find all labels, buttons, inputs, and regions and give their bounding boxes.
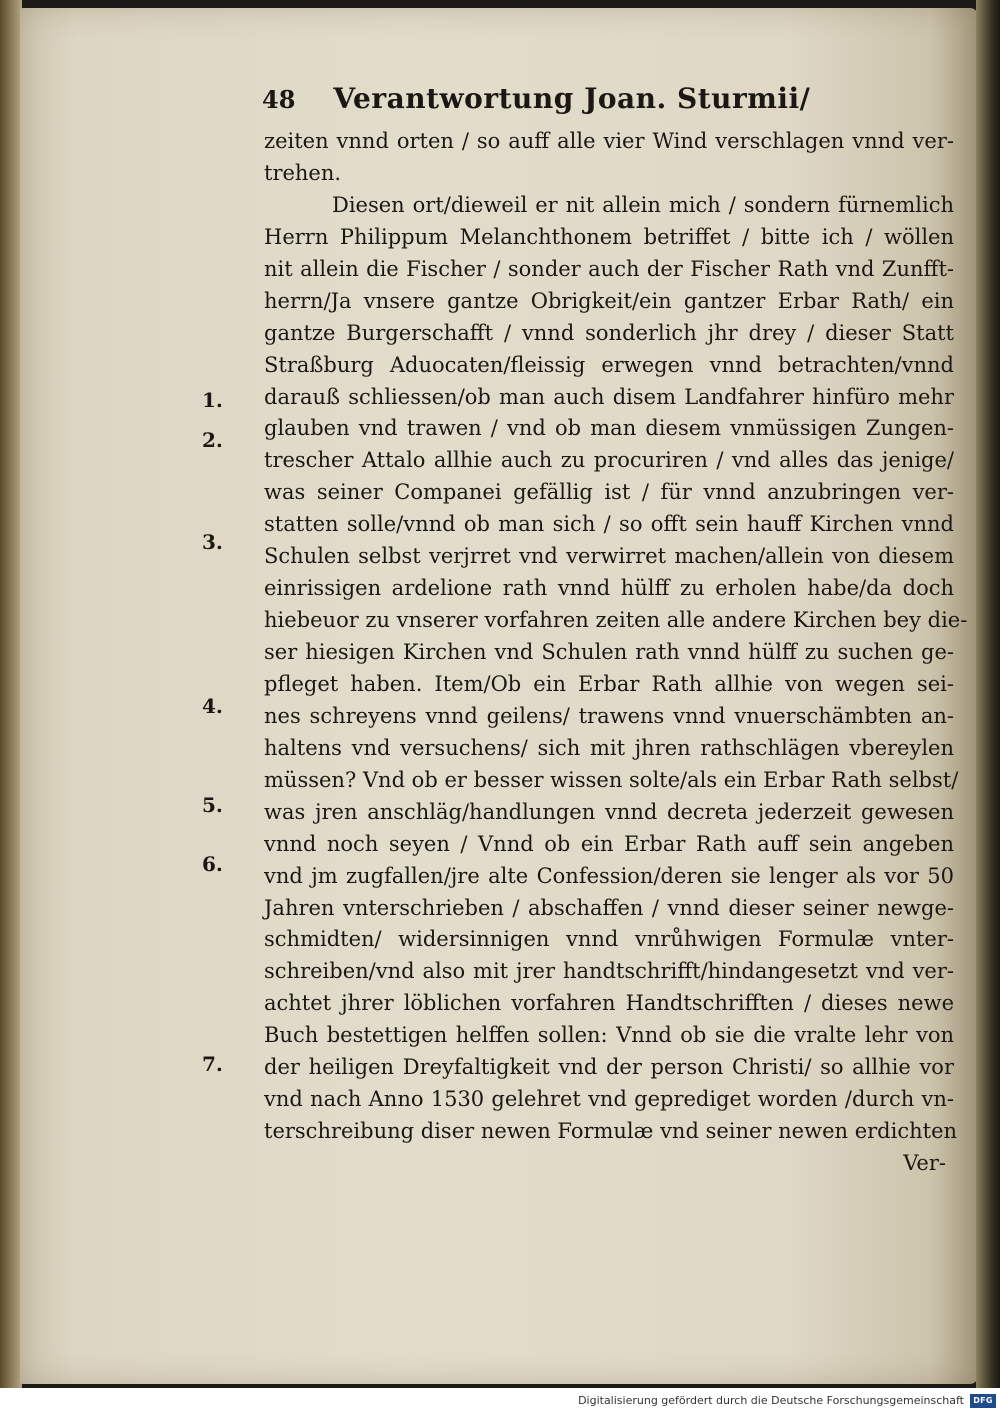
page-number: 48 — [262, 85, 296, 114]
text-line: nit allein die Fischer / sonder auch der Fischer Rath vnd Zunfft- — [264, 256, 954, 281]
dfg-logo-icon: DFG — [970, 1394, 996, 1408]
text-line: trehen. — [264, 160, 342, 185]
text-line: ser hiesigen Kirchen vnd Schulen rath vnnd hülff zu suchen ge- — [264, 640, 954, 664]
text-line: zeiten vnnd orten / so auff alle vier Wind verschlagen vnnd ver- — [264, 129, 954, 153]
margin-number: 5. — [202, 793, 223, 817]
margin-number: 7. — [202, 1052, 223, 1076]
text-line: gantze Burgerschafft / vnnd sonderlich jhr drey / dieser Statt — [264, 320, 954, 345]
text-line: einrissigen ardelione rath vnnd hülff zu erholen habe/da doch — [264, 576, 954, 601]
text-line: Straßburg Aduocaten/fleissig erwegen vnnd betrachten/vnnd — [264, 352, 954, 377]
text-line: darauß schliessen/ob man auch disem Landfahrer hinfüro mehr — [264, 384, 954, 409]
margin-number: 2. — [202, 428, 223, 452]
text-line: schmidten/ widersinnigen vnnd vnrůhwigen Formulæ vnter- — [264, 927, 954, 952]
text-line: was jren anschläg/handlungen vnnd decreta jederzeit gewesen — [264, 799, 954, 824]
text-line: Schulen selbst verjrret vnd verwirret machen/allein von diesem — [264, 544, 954, 569]
text-line: haltens vnd versuchens/ sich mit jhren rathschlägen vbereylen — [264, 735, 954, 760]
text-line: Buch bestettigen helffen sollen: Vnnd ob sie die vralte lehr von — [264, 1023, 954, 1048]
text-line: was seiner Companei gefällig ist / für vnnd anzubringen ver- — [264, 480, 954, 505]
running-title: Verantwortung Joan. Sturmii/ — [333, 82, 811, 115]
text-line: schreiben/vnd also mit jrer handtschrifft/hindangesetzt vnd ver- — [264, 959, 954, 984]
running-header — [262, 82, 952, 118]
text-line: müssen? Vnd ob er besser wissen solte/als ein Erbar Rath selbst/ — [264, 767, 959, 792]
margin-number: 6. — [202, 852, 223, 876]
text-line: hiebeuor zu vnserer vorfahren zeiten alle andere Kirchen bey die- — [264, 608, 968, 633]
text-line: Jahren vnterschrieben / abschaffen / vnnd dieser seiner newge- — [264, 895, 954, 920]
margin-number: 4. — [202, 694, 223, 718]
margin-number: 1. — [202, 388, 223, 412]
footer-bar — [0, 1388, 1000, 1413]
text-line: vnnd noch seyen / Vnnd ob ein Erbar Rath auff sein angeben — [264, 831, 954, 856]
text-line: trescher Attalo allhie auch zu procuriren / vnd alles das jenige/ — [264, 448, 954, 473]
text-line: Diesen ort/dieweil er nit allein mich / sondern fürnemlich — [332, 192, 954, 217]
text-line: glauben vnd trawen / vnd ob man diesem vnmüssigen Zungen- — [264, 416, 954, 441]
text-line: vnd nach Anno 1530 gelehret vnd geprediget worden /durch vn- — [264, 1087, 954, 1112]
catchword: Ver- — [903, 1151, 946, 1175]
text-line: nes schreyens vnnd geilens/ trawens vnnd vnuerschämbten an- — [264, 703, 954, 728]
text-line: achtet jhrer löblichen vorfahren Handtschrifften / dieses newe — [264, 991, 954, 1016]
text-line: terschreibung diser newen Formulæ vnd seiner newen erdichten — [264, 1119, 958, 1144]
margin-number: 3. — [202, 530, 223, 554]
body-text — [264, 126, 968, 1180]
text-line: vnd jm zugfallen/jre alte Confession/deren sie lenger als vor 50 — [264, 863, 954, 888]
text-line: der heiligen Dreyfaltigkeit vnd der person Christi/ so allhie vor — [264, 1055, 954, 1080]
text-line: statten solle/vnnd ob man sich / so offt sein hauff Kirchen vnnd — [264, 512, 954, 537]
text-line: pfleget haben. Item/Ob ein Erbar Rath allhie von wegen sei- — [264, 671, 954, 696]
funding-credit: Digitalisierung gefördert durch die Deutsche Forschungsgemeinschaft — [578, 1394, 964, 1407]
text-line: herrn/Ja vnsere gantze Obrigkeit/ein gantzer Erbar Rath/ ein — [264, 288, 954, 313]
text-line: Herrn Philippum Melanchthonem betriffet / bitte ich / wöllen — [264, 224, 954, 249]
